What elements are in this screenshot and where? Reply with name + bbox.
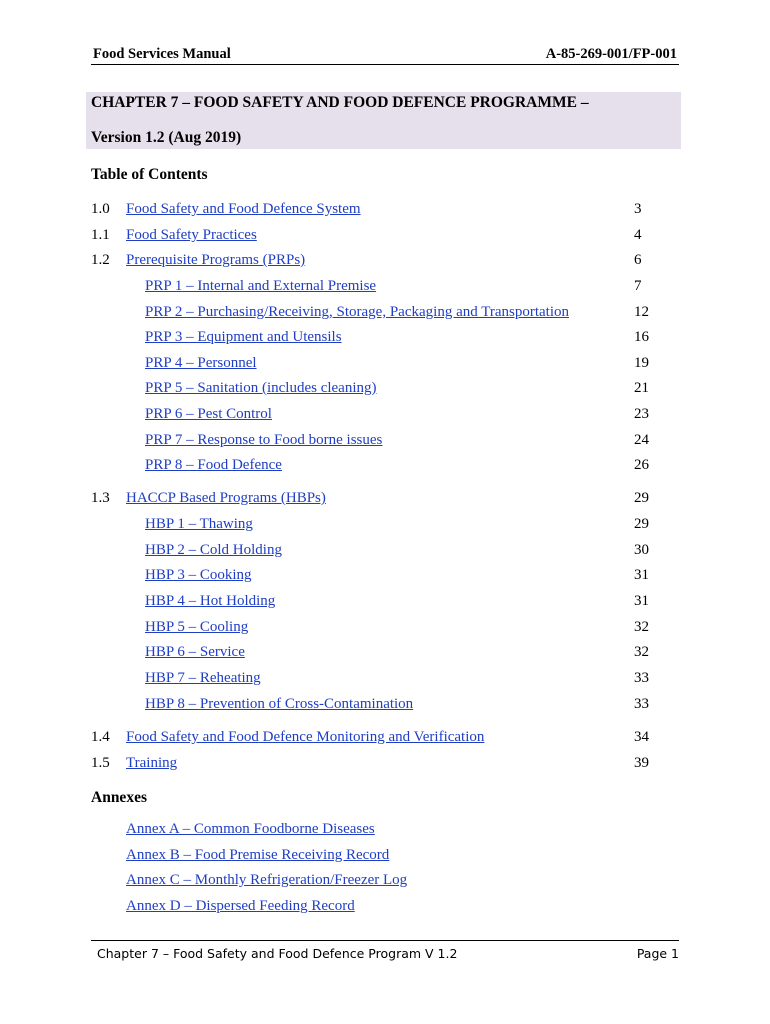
toc-page-number: 12 — [634, 304, 649, 320]
toc-number: 1.5 — [91, 755, 110, 771]
toc-link[interactable]: PRP 2 – Purchasing/Receiving, Storage, Packaging and Transportation — [145, 304, 569, 320]
toc-page-number: 3 — [634, 201, 642, 217]
annex-link[interactable]: Annex D – Dispersed Feeding Record — [126, 898, 355, 914]
annex-link[interactable]: Annex A – Common Foodborne Diseases — [126, 821, 375, 837]
toc-page-number: 24 — [634, 432, 649, 448]
toc-link[interactable]: HBP 8 – Prevention of Cross-Contamination — [145, 696, 414, 712]
toc-page-number: 33 — [634, 696, 649, 712]
toc-link[interactable]: Food Safety and Food Defence System — [126, 201, 361, 217]
toc-number: 1.2 — [91, 252, 110, 268]
manual-title: Food Services Manual — [93, 46, 231, 62]
toc-link[interactable]: HACCP Based Programs (HBPs) — [126, 490, 326, 506]
toc-link[interactable]: PRP 1 – Internal and External Premise — [145, 278, 377, 294]
page-footer — [91, 940, 679, 965]
toc-link[interactable]: PRP 5 – Sanitation (includes cleaning) — [145, 380, 377, 396]
toc-page-number: 33 — [634, 670, 649, 686]
toc-link[interactable]: Training — [126, 755, 178, 771]
toc-page-number: 21 — [634, 380, 649, 396]
toc-link[interactable]: Food Safety Practices — [126, 227, 257, 243]
toc-heading: Table of Contents — [91, 166, 208, 183]
annex-link[interactable]: Annex B – Food Premise Receiving Record — [126, 847, 390, 863]
toc-page-number: 31 — [634, 567, 649, 583]
toc-page-number: 6 — [634, 252, 642, 268]
toc-link[interactable]: PRP 3 – Equipment and Utensils — [145, 329, 342, 345]
toc-page-number: 39 — [634, 755, 649, 771]
annexes-heading: Annexes — [91, 789, 147, 806]
chapter-title: CHAPTER 7 – FOOD SAFETY AND FOOD DEFENCE PROGRAMME – — [91, 94, 589, 111]
toc-page-number: 23 — [634, 406, 649, 422]
toc-page-number: 19 — [634, 355, 649, 371]
toc-link[interactable]: HBP 2 – Cold Holding — [145, 542, 282, 558]
toc-number: 1.1 — [91, 227, 110, 243]
toc-link[interactable]: PRP 6 – Pest Control — [145, 406, 272, 422]
toc-link[interactable]: Food Safety and Food Defence Monitoring and Verification — [126, 729, 485, 745]
toc-page-number: 32 — [634, 644, 649, 660]
toc-page-number: 16 — [634, 329, 649, 345]
toc-link[interactable]: PRP 7 – Response to Food borne issues — [145, 432, 383, 448]
toc-page-number: 29 — [634, 490, 649, 506]
page-header — [91, 46, 679, 65]
toc-page-number: 26 — [634, 457, 649, 473]
toc-link[interactable]: HBP 7 – Reheating — [145, 670, 261, 686]
toc-link[interactable]: Prerequisite Programs (PRPs) — [126, 252, 306, 268]
toc-number: 1.0 — [91, 201, 110, 217]
toc-link[interactable]: HBP 4 – Hot Holding — [145, 593, 276, 609]
chapter-banner — [86, 92, 681, 149]
toc-page-number: 29 — [634, 516, 649, 532]
toc-link[interactable]: PRP 4 – Personnel — [145, 355, 257, 371]
toc-number: 1.3 — [91, 490, 110, 506]
toc-page-number: 34 — [634, 729, 649, 745]
toc-page-number: 7 — [634, 278, 642, 294]
chapter-version: Version 1.2 (Aug 2019) — [91, 129, 242, 146]
footer-page-number: Page 1 — [636, 946, 679, 961]
toc-page-number: 30 — [634, 542, 649, 558]
toc-link[interactable]: HBP 5 – Cooling — [145, 619, 249, 635]
annex-link[interactable]: Annex C – Monthly Refrigeration/Freezer Log — [126, 872, 408, 888]
document-number: A-85-269-001/FP-001 — [545, 46, 677, 62]
toc-link[interactable]: HBP 3 – Cooking — [145, 567, 252, 583]
toc-number: 1.4 — [91, 729, 110, 745]
toc-link[interactable]: HBP 1 – Thawing — [145, 516, 253, 532]
toc-link[interactable]: HBP 6 – Service — [145, 644, 245, 660]
toc-link[interactable]: PRP 8 – Food Defence — [145, 457, 282, 473]
toc-page-number: 31 — [634, 593, 649, 609]
toc-page-number: 4 — [634, 227, 642, 243]
footer-chapter-label: Chapter 7 – Food Safety and Food Defence Program V 1.2 — [97, 946, 458, 961]
toc-page-number: 32 — [634, 619, 649, 635]
